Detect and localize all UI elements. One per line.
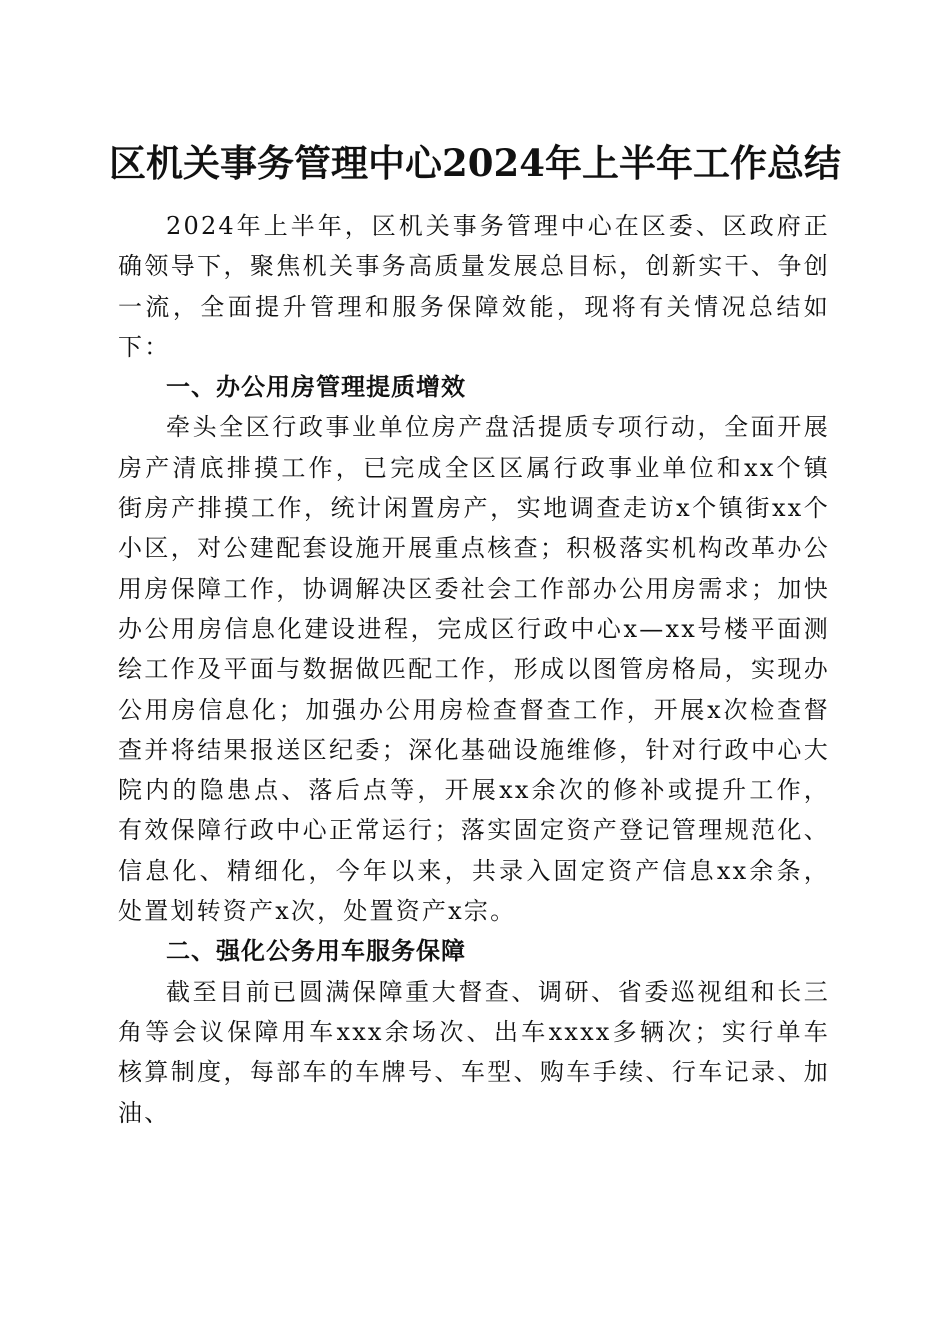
document-body (118, 206, 830, 1133)
section-body-office-housing: 牵头全区行政事业单位房产盘活提质专项行动，全面开展房产清底排摸工作，已完成全区区属行政事业单位和xx个镇街房产排摸工作，统计闲置房产，实地调查走访x个镇街xx个小区，对公建配套设施开展重点核查；积极落实机构改革办公用房保障工作，协调解决区委社会工作部办公用房需求；加快办公用房信息化建设进程，完成区行政中心x—xx号楼平面测绘工作及平面与数据做匹配工作，形成以图管房格局，实现办公用房信息化；加强办公用房检查督查工作，开展x次检查督查并将结果报送区纪委；深化基础设施维修，针对行政中心大院内的隐患点、落后点等，开展xx余次的修补或提升工作，有效保障行政中心正常运行；落实固定资产登记管理规范化、信息化、精细化，今年以来，共录入固定资产信息xx余条，处置划转资产x次，处置资产x宗。 (118, 413, 830, 926)
section-body-official-vehicles: 截至目前已圆满保障重大督查、调研、省委巡视组和长三角等会议保障用车xxx余场次、出车xxxx多辆次；实行单车核算制度，每部车的车牌号、车型、购车手续、行车记录、加油、 (118, 977, 830, 1127)
section-heading-official-vehicles: 二、强化公务用车服务保障 (166, 937, 466, 966)
intro-paragraph: 2024年上半年，区机关事务管理中心在区委、区政府正确领导下，聚焦机关事务高质量发展总目标，创新实干、争创一流，全面提升管理和服务保障效能，现将有关情况总结如下： (118, 212, 830, 361)
document-title: 区机关事务管理中心2024年上半年工作总结 (109, 141, 841, 185)
section-heading-office-housing: 一、办公用房管理提质增效 (166, 373, 466, 402)
